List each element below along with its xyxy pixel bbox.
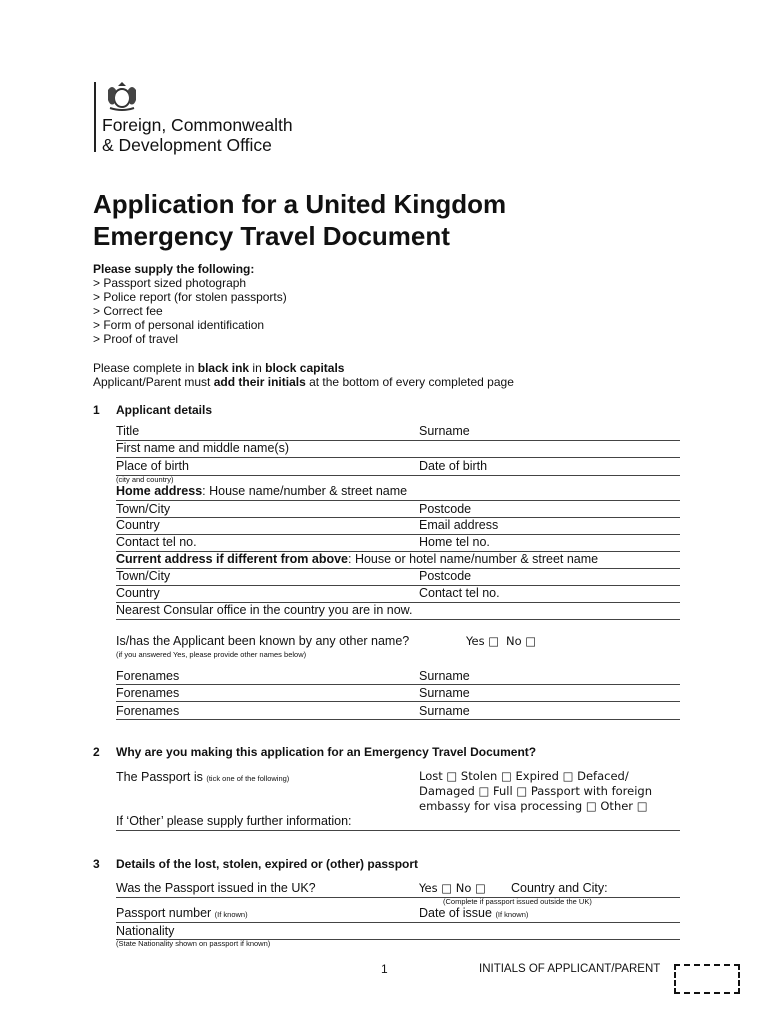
current-address-field[interactable]: Current address if different from above: House or hotel name/number & street name [116, 552, 599, 566]
other-name-no-checkbox[interactable]: No □ [506, 634, 537, 648]
consular-office-field[interactable]: Nearest Consular office in the country you are in now. [116, 603, 413, 617]
supply-item: > Passport sized photograph [93, 276, 247, 290]
supply-item: > Police report (for stolen passports) [93, 290, 287, 304]
hint-text: (if you answered Yes, please provide other names below) [116, 650, 307, 659]
issued-uk-question: Was the Passport issued in the UK? [116, 881, 316, 895]
status-options-line[interactable]: Lost □ Stolen □ Expired □ Defaced/ [419, 769, 629, 783]
current-contact-tel-field[interactable]: Contact tel no. [419, 586, 500, 600]
field-line [116, 475, 680, 476]
logo-divider [94, 82, 96, 152]
title-line-2: Emergency Travel Document [93, 221, 450, 251]
issued-uk-checkboxes[interactable]: Yes □ No □ [419, 881, 486, 895]
field-line [116, 619, 680, 620]
supply-list [93, 276, 287, 346]
other-name-question: Is/has the Applicant been known by any other name? [116, 634, 410, 648]
hint-text: (Complete if passport issued outside the UK) [443, 897, 592, 906]
section-number: 1 [93, 403, 100, 417]
section-number: 2 [93, 745, 100, 759]
field-line [116, 585, 680, 586]
supply-item: > Form of personal identification [93, 318, 265, 332]
current-postcode-field[interactable]: Postcode [419, 569, 472, 583]
country-city-field[interactable]: Country and City: [511, 881, 608, 895]
section-heading: Applicant details [116, 403, 213, 417]
other-surname-field[interactable]: Surname [419, 669, 470, 683]
hint-text: (State Nationality shown on passport if known) [116, 939, 271, 948]
forenames-field[interactable]: Forenames [116, 704, 180, 718]
home-tel-field[interactable]: Home tel no. [419, 535, 490, 549]
other-name-yes-checkbox[interactable]: Yes □ [466, 634, 500, 648]
other-info-field[interactable]: If ‘Other’ please supply further information: [116, 814, 352, 828]
hint-text: (city and country) [116, 475, 174, 484]
section-number: 3 [93, 857, 100, 871]
field-line [116, 830, 680, 831]
field-line [116, 701, 680, 702]
page-number: 1 [381, 962, 388, 976]
place-of-birth-field[interactable]: Place of birth [116, 459, 189, 473]
passport-status-label: The Passport is (tick one of the following) [116, 770, 290, 784]
org-line-2: & Development Office [102, 135, 272, 155]
home-address-field[interactable]: Home address: House name/number & street name [116, 484, 408, 498]
initials-box[interactable] [674, 964, 740, 994]
field-line [116, 897, 680, 898]
other-surname-field[interactable]: Surname [419, 686, 470, 700]
royal-crest-icon [104, 82, 140, 112]
initials-label: INITIALS OF APPLICANT/PARENT [479, 963, 661, 975]
supply-item: > Proof of travel [93, 332, 179, 346]
first-name-field[interactable]: First name and middle name(s) [116, 441, 289, 455]
field-line [116, 500, 680, 501]
section-heading: Why are you making this application for an Emergency Travel Document? [116, 745, 537, 759]
title-field[interactable]: Title [116, 424, 140, 438]
supply-item: > Correct fee [93, 304, 163, 318]
current-town-field[interactable]: Town/City [116, 569, 171, 583]
date-of-birth-field[interactable]: Date of birth [419, 459, 488, 473]
postcode-field[interactable]: Postcode [419, 502, 472, 516]
org-line-1: Foreign, Commonwealth [102, 115, 293, 135]
field-line [116, 457, 680, 458]
passport-status-options[interactable] [419, 769, 652, 814]
field-line [116, 922, 680, 923]
forenames-field[interactable]: Forenames [116, 669, 180, 683]
nationality-field[interactable]: Nationality [116, 924, 175, 938]
surname-field[interactable]: Surname [419, 424, 470, 438]
date-of-issue-field[interactable]: Date of issue (If known) [419, 906, 529, 920]
contact-tel-field[interactable]: Contact tel no. [116, 535, 197, 549]
town-field[interactable]: Town/City [116, 502, 171, 516]
current-country-field[interactable]: Country [116, 586, 160, 600]
email-field[interactable]: Email address [419, 518, 499, 532]
forenames-field[interactable]: Forenames [116, 686, 180, 700]
field-line [116, 534, 680, 535]
title-line-1: Application for a United Kingdom [93, 189, 507, 219]
field-line [116, 719, 680, 720]
status-options-line[interactable]: Damaged □ Full □ Passport with foreign [419, 784, 652, 798]
status-options-line[interactable]: embassy for visa processing □ Other □ [419, 799, 648, 813]
instruction-initials: Applicant/Parent must add their initials at the bottom of every completed page [93, 375, 514, 389]
org-name [102, 115, 293, 155]
page-title [93, 188, 506, 252]
country-field[interactable]: Country [116, 518, 160, 532]
instruction-ink: Please complete in black ink in block capitals [93, 361, 345, 375]
field-line [116, 684, 680, 685]
field-line [116, 568, 680, 569]
field-line [116, 517, 680, 518]
section-heading: Details of the lost, stolen, expired or (other) passport [116, 857, 419, 871]
supply-heading: Please supply the following: [93, 262, 255, 276]
passport-number-field[interactable]: Passport number (If known) [116, 906, 248, 920]
other-surname-field[interactable]: Surname [419, 704, 470, 718]
